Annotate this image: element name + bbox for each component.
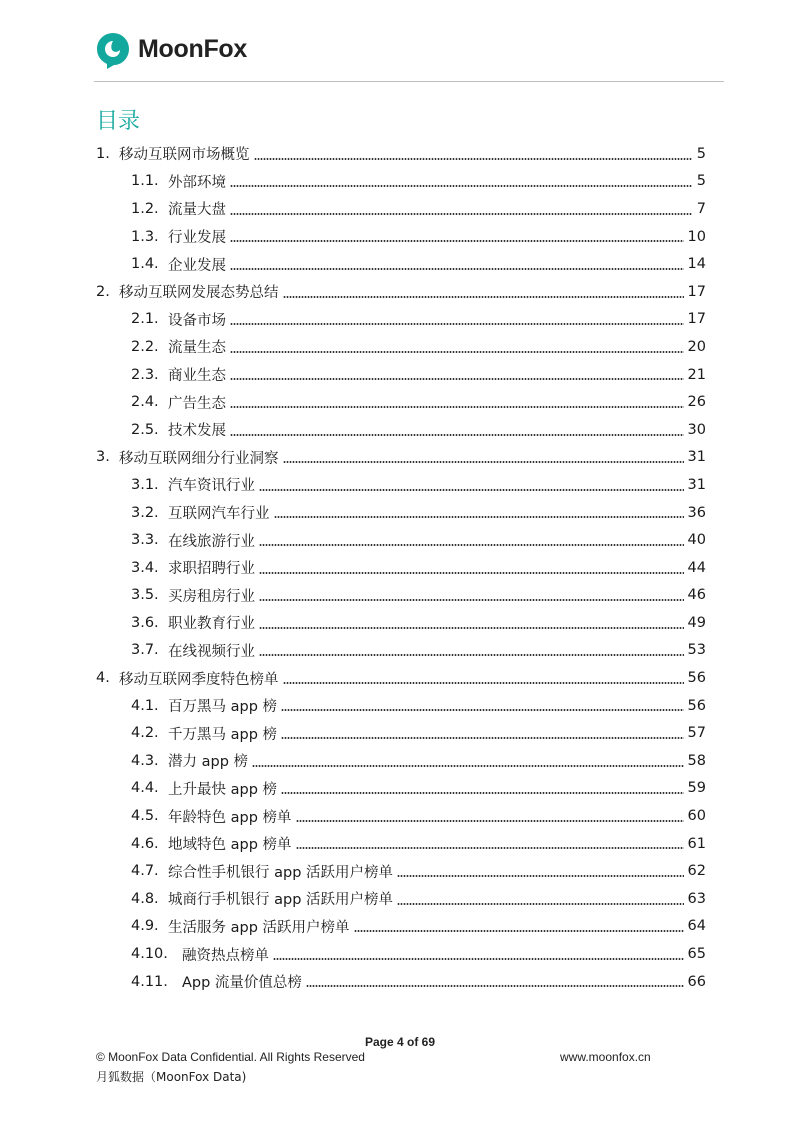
toc-entry-number: 4.8. (131, 890, 159, 907)
toc-entry[interactable] (96, 444, 706, 472)
toc-entry-label: 上升最快 app 榜 (168, 781, 278, 798)
toc-entry-label: 融资热点榜单 (182, 947, 269, 964)
header-divider (94, 81, 724, 82)
toc-entry[interactable] (96, 361, 706, 389)
toc-entry[interactable] (96, 913, 706, 941)
toc-leader-dots (259, 627, 684, 629)
toc-entry-number: 2.1. (131, 311, 159, 328)
toc-entry-number: 3.3. (131, 532, 159, 549)
toc-entry[interactable] (96, 195, 706, 223)
toc-leader-dots (230, 213, 692, 215)
toc-entry[interactable] (96, 830, 706, 858)
toc-entry-label: 流量大盘 (168, 202, 226, 219)
toc-entry-page: 26 (687, 394, 706, 411)
toc-entry[interactable] (96, 609, 706, 637)
toc-entry-number: 4. (96, 670, 110, 687)
toc-entry[interactable] (96, 554, 706, 582)
toc-entry-page: 44 (687, 559, 706, 576)
toc-entry[interactable] (96, 664, 706, 692)
toc-leader-dots (397, 903, 684, 905)
toc-entry[interactable] (96, 940, 706, 968)
toc-entry-page: 53 (687, 642, 706, 659)
website-link[interactable]: www.moonfox.cn (560, 1050, 651, 1064)
toc-entry-number: 1.4. (131, 256, 159, 273)
toc-entry-page: 36 (687, 504, 706, 521)
toc-entry-page: 5 (696, 173, 706, 190)
toc-leader-dots (354, 930, 684, 932)
toc-entry-label: 百万黑马 app 榜 (168, 699, 278, 716)
toc-entry-number: 4.2. (131, 725, 159, 742)
toc-entry-page: 58 (687, 752, 706, 769)
toc-entry-label: 买房租房行业 (168, 588, 255, 605)
toc-entry-page: 56 (687, 697, 706, 714)
toc-entry-label: App 流量价值总榜 (182, 975, 302, 992)
toc-entry[interactable] (96, 306, 706, 334)
toc-entry-number: 4.5. (131, 808, 159, 825)
toc-entry-number: 4.3. (131, 752, 159, 769)
toc-entry-number: 2. (96, 283, 110, 300)
toc-entry-number: 3.1. (131, 476, 159, 493)
toc-entry[interactable] (96, 471, 706, 499)
toc-entry-number: 2.5. (131, 421, 159, 438)
toc-entry[interactable] (96, 637, 706, 665)
toc-entry-number: 3.6. (131, 614, 159, 631)
toc-entry-number: 1.3. (131, 228, 159, 245)
toc-entry-page: 7 (696, 200, 706, 217)
toc-entry[interactable] (96, 582, 706, 610)
toc-entry-number: 4.7. (131, 863, 159, 880)
toc-entry[interactable] (96, 719, 706, 747)
toc-entry[interactable] (96, 526, 706, 554)
toc-entry-label: 城商行手机银行 app 活跃用户榜单 (168, 892, 394, 909)
page-footer (0, 1030, 800, 1090)
toc-leader-dots (254, 158, 693, 160)
toc-entry-label: 职业教育行业 (168, 616, 255, 633)
toc-entry[interactable] (96, 857, 706, 885)
toc-entry-label: 移动互联网市场概览 (119, 147, 250, 164)
toc-leader-dots (283, 461, 684, 463)
toc-leader-dots (230, 351, 684, 353)
toc-entry-page: 20 (687, 338, 706, 355)
toc-entry-page: 14 (687, 256, 706, 273)
toc-entry-label: 互联网汽车行业 (168, 506, 270, 523)
toc-entry[interactable] (96, 140, 706, 168)
toc-entry-number: 1.2. (131, 200, 159, 217)
toc-entry-page: 46 (687, 587, 706, 604)
toc-entry-page: 65 (687, 946, 706, 963)
toc-entry-label: 流量生态 (168, 340, 226, 357)
toc-entry[interactable] (96, 333, 706, 361)
toc-title: 目录 (96, 109, 141, 134)
toc-entry[interactable] (96, 250, 706, 278)
toc-leader-dots (230, 323, 684, 325)
toc-entry-number: 3.7. (131, 642, 159, 659)
toc-entry-label: 在线视频行业 (168, 643, 255, 660)
toc-leader-dots (259, 654, 684, 656)
toc-entry-page: 49 (687, 614, 706, 631)
toc-entry[interactable] (96, 168, 706, 196)
toc-entry-number: 2.4. (131, 394, 159, 411)
toc-entry-label: 移动互联网细分行业洞察 (119, 450, 279, 467)
toc-leader-dots (283, 682, 684, 684)
toc-entry-label: 千万黑马 app 榜 (168, 726, 278, 743)
toc-entry-label: 求职招聘行业 (168, 561, 255, 578)
company-name: 月狐数据（MoonFox Data) (96, 1070, 247, 1084)
toc-entry-number: 4.11. (131, 973, 168, 990)
toc-leader-dots (281, 737, 684, 739)
toc-leader-dots (281, 709, 684, 711)
toc-entry-label: 商业生态 (168, 368, 226, 385)
toc-entry-page: 57 (687, 725, 706, 742)
toc-entry-page: 60 (687, 808, 706, 825)
toc-entry-label: 地域特色 app 榜单 (168, 837, 292, 854)
toc-leader-dots (306, 985, 684, 987)
toc-entry-label: 设备市场 (168, 312, 226, 329)
toc-entry-number: 3.2. (131, 504, 159, 521)
toc-entry-label: 潜力 app 榜 (168, 754, 249, 771)
toc-entry-number: 3.4. (131, 559, 159, 576)
toc-entry-page: 59 (687, 780, 706, 797)
toc-entry[interactable] (96, 692, 706, 720)
toc-entry-page: 66 (687, 973, 706, 990)
toc-entry-label: 外部环境 (168, 174, 226, 191)
toc-leader-dots (274, 516, 684, 518)
toc-entry-page: 61 (687, 835, 706, 852)
toc-leader-dots (230, 406, 684, 408)
copyright-notice: © MoonFox Data Confidential. All Rights Reserved (96, 1050, 365, 1064)
toc-leader-dots (273, 958, 684, 960)
toc-entry-label: 年龄特色 app 榜单 (168, 809, 292, 826)
toc-leader-dots (397, 875, 684, 877)
toc-entry-number: 4.9. (131, 918, 159, 935)
toc-entry[interactable] (96, 416, 706, 444)
toc-leader-dots (281, 792, 684, 794)
toc-entry-label: 技术发展 (168, 423, 226, 440)
toc-entry-number: 4.4. (131, 780, 159, 797)
toc-entry-number: 1.1. (131, 173, 159, 190)
toc-entry-page: 17 (687, 283, 706, 300)
toc-entry-page: 5 (696, 145, 706, 162)
toc-leader-dots (283, 296, 684, 298)
toc-entry-number: 3. (96, 449, 110, 466)
toc-leader-dots (230, 268, 684, 270)
toc-entry[interactable] (96, 802, 706, 830)
toc-entry[interactable] (96, 747, 706, 775)
toc-entry-label: 生活服务 app 活跃用户榜单 (168, 919, 350, 936)
toc-entry-number: 1. (96, 145, 110, 162)
toc-leader-dots (296, 820, 684, 822)
toc-entry-page: 62 (687, 863, 706, 880)
toc-leader-dots (230, 240, 684, 242)
toc-leader-dots (230, 378, 684, 380)
toc-leader-dots (259, 599, 684, 601)
toc-entry-label: 在线旅游行业 (168, 533, 255, 550)
toc-leader-dots (230, 185, 692, 187)
toc-entry-page: 56 (687, 670, 706, 687)
toc-entry-page: 31 (687, 449, 706, 466)
toc-entry[interactable] (96, 223, 706, 251)
toc-entry[interactable] (96, 278, 706, 306)
toc-leader-dots (259, 544, 684, 546)
toc-entry-number: 4.1. (131, 697, 159, 714)
toc-leader-dots (252, 765, 684, 767)
toc-entry-page: 21 (687, 366, 706, 383)
table-of-contents (96, 140, 706, 995)
page-indicator: Page 4 of 69 (364, 1035, 436, 1049)
toc-entry-label: 广告生态 (168, 395, 226, 412)
brand-name: MoonFox (138, 35, 247, 63)
toc-entry-label: 移动互联网季度特色榜单 (119, 671, 279, 688)
toc-entry-page: 17 (687, 311, 706, 328)
toc-entry-label: 企业发展 (168, 257, 226, 274)
toc-entry[interactable] (96, 388, 706, 416)
toc-entry-label: 行业发展 (168, 230, 226, 247)
toc-entry-number: 2.2. (131, 338, 159, 355)
toc-entry-page: 63 (687, 890, 706, 907)
toc-entry-label: 移动互联网发展态势总结 (119, 285, 279, 302)
toc-entry-page: 31 (687, 476, 706, 493)
page-header (0, 0, 800, 82)
toc-leader-dots (230, 434, 684, 436)
toc-entry-number: 4.10. (131, 946, 168, 963)
toc-entry-number: 4.6. (131, 835, 159, 852)
toc-entry[interactable] (96, 499, 706, 527)
toc-entry-page: 40 (687, 532, 706, 549)
toc-entry[interactable] (96, 968, 706, 996)
toc-entry-page: 64 (687, 918, 706, 935)
toc-entry[interactable] (96, 885, 706, 913)
toc-entry-page: 30 (687, 421, 706, 438)
toc-entry-label: 汽车资讯行业 (168, 478, 255, 495)
toc-entry-number: 2.3. (131, 366, 159, 383)
toc-leader-dots (259, 572, 684, 574)
toc-entry[interactable] (96, 775, 706, 803)
toc-entry-number: 3.5. (131, 587, 159, 604)
toc-leader-dots (259, 489, 684, 491)
moonfox-logo-icon (96, 32, 130, 70)
toc-leader-dots (296, 847, 684, 849)
toc-entry-label: 综合性手机银行 app 活跃用户榜单 (168, 864, 394, 881)
toc-entry-page: 10 (687, 228, 706, 245)
